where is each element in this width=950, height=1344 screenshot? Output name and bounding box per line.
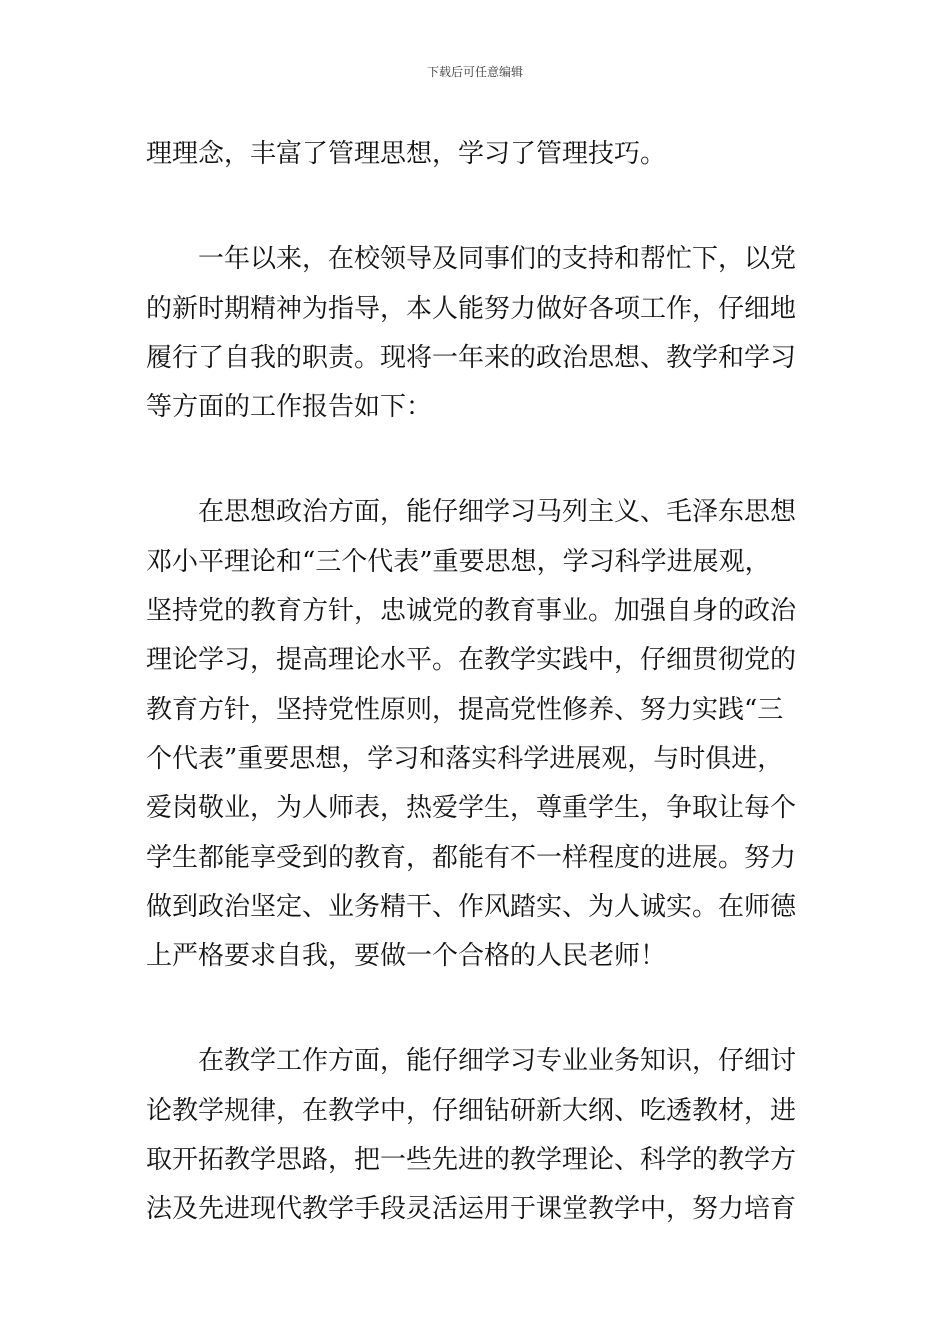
text-line: 爱岗敬业，为人师表，热爱学生，尊重学生，争取让每个 xyxy=(146,793,797,824)
text-line: 理论学习，提高理论水平。在教学实践中，仔细贯彻党的 xyxy=(146,645,797,676)
paragraph-gap xyxy=(146,179,810,235)
text-line: 法及先进现代教学手段灵活运用于课堂教学中，努力培育 xyxy=(146,1194,797,1225)
text-line: 论教学规律，在教学中，仔细钻研新大纲、吃透教材，进 xyxy=(146,1095,797,1126)
text-line: 的新时期精神为指导，本人能努力做好各项工作，仔细地 xyxy=(146,293,797,324)
text-line: 学生都能享受到的教育，都能有不一样程度的进展。努力 xyxy=(146,842,797,873)
text-line: 坚持党的教育方针，忠诚党的教育事业。加强自身的政治 xyxy=(146,596,797,627)
text-line: 理理念，丰富了管理思想，学习了管理技巧。 xyxy=(146,139,667,169)
text-line: 在思想政治方面，能仔细学习马列主义、毛泽东思想 xyxy=(146,497,797,528)
text-line: 一年以来，在校领导及同事们的支持和帮忙下，以党 xyxy=(146,244,797,275)
text-line: 等方面的工作报告如下： xyxy=(146,392,433,423)
paragraph-1 xyxy=(146,130,810,179)
text-line: 邓小平理论和“三个代表”重要思想，学习科学进展观， xyxy=(146,546,771,577)
paragraph-3 xyxy=(146,488,810,981)
page-header: 下载后可任意编辑 xyxy=(426,65,523,79)
text-line: 取开拓教学思路，把一些先进的教学理论、科学的教学方 xyxy=(146,1145,797,1176)
paragraph-4 xyxy=(146,1037,810,1234)
text-line: 上严格要求自我，要做一个合格的人民老师！ xyxy=(146,941,667,972)
document-body xyxy=(146,130,810,1235)
text-line: 履行了自我的职责。现将一年来的政治思想、教学和学习 xyxy=(146,342,797,373)
text-line: 在教学工作方面，能仔细学习专业业务知识，仔细讨 xyxy=(146,1046,797,1077)
paragraph-gap xyxy=(146,981,810,1037)
paragraph-gap xyxy=(146,432,810,488)
text-line: 做到政治坚定、业务精干、作风踏实、为人诚实。在师德 xyxy=(146,891,797,922)
paragraph-2 xyxy=(146,235,810,432)
text-line: 教育方针，坚持党性原则，提高党性修养、努力实践“三 xyxy=(146,694,784,725)
text-line: 个代表”重要思想，学习和落实科学进展观，与时俱进， xyxy=(146,743,784,774)
